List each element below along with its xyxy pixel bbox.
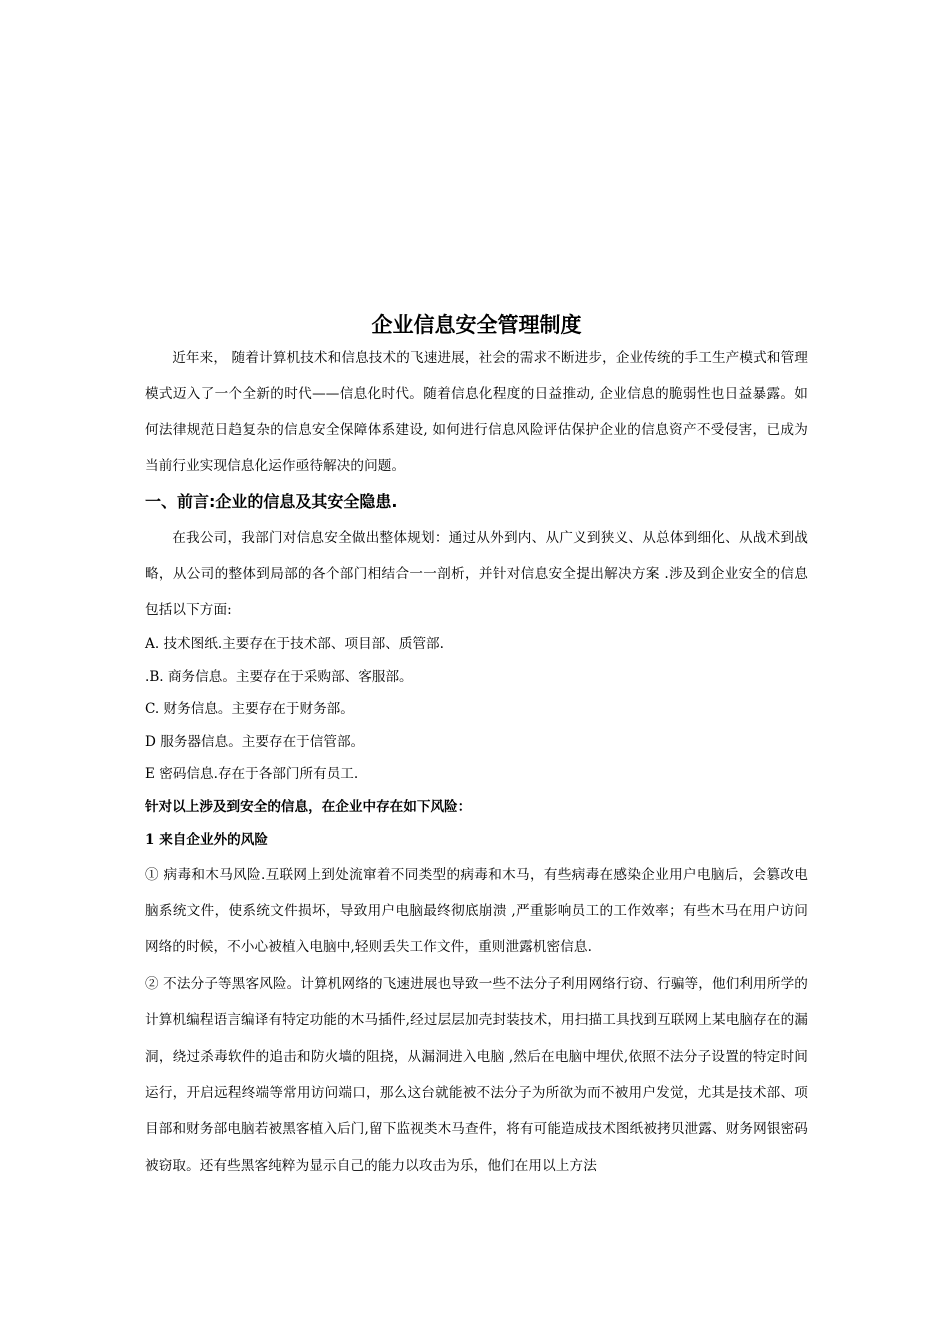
section-heading-preface: 一、前言:企业的信息及其安全隐患. xyxy=(145,492,398,511)
list-item: D 服务器信息。主要存在于信管部。 xyxy=(145,733,365,750)
list-item: E 密码信息.存在于各部门所有员工. xyxy=(145,766,359,782)
list-item: A. 技术图纸.主要存在于技术部、项目部、质管部. xyxy=(145,636,444,652)
risk-heading: 针对以上涉及到安全的信息，在企业中存在如下风险： xyxy=(145,798,472,815)
document-title: 企业信息安全管理制度 xyxy=(371,313,582,337)
document-body xyxy=(145,310,808,1184)
risk-paragraph-virus: ① 病毒和木马风险.互联网上到处流窜着不同类型的病毒和木马，有些病毒在感染企业用户电脑后，会篡改电脑系统文件，使系统文件损坏，导致用户电脑最终彻底崩溃 ,严重影响员工的工作效率；有些木马在用户访问网络的时候，不小心被植入电脑中,轻则丢失工作文件，重则泄露机密信息. xyxy=(145,866,808,956)
info-category-list xyxy=(145,628,808,791)
list-item: C. 财务信息。主要存在于财务部。 xyxy=(145,701,354,717)
risk-subheading-external: 1 来自企业外的风险 xyxy=(145,831,268,848)
intro-paragraph: 近年来， 随着计算机技术和信息技术的飞速进展，社会的需求不断进步，企业传统的手工生产模式和管理模式迈入了一个全新的时代——信息化时代。随着信息化程度的日益推动, 企业信息的脆弱性也日益暴露。如何法律规范日趋复杂的信息安全保障体系建设, 如何进行信息风险评估保护企业的信息资产不受侵害，已成为当前行业实现信息化运作亟待解决的问题。 xyxy=(145,350,808,474)
list-item: .B. 商务信息。主要存在于采购部、客服部。 xyxy=(145,668,413,685)
section-paragraph-plan: 在我公司，我部门对信息安全做出整体规划：通过从外到内、从广义到狭义、从总体到细化、从战术到战略，从公司的整体到局部的各个部门相结合一一剖析，并针对信息安全提出解决方案 .涉及到企业安全的信息包括以下方面: xyxy=(145,530,808,618)
risk-paragraph-hacker: ② 不法分子等黑客风险。计算机网络的飞速进展也导致一些不法分子利用网络行窃、行骗等，他们利用所学的计算机编程语言编译有特定功能的木马插件,经过层层加壳封装技术，用扫描工具找到互联网上某电脑存在的漏洞，绕过杀毒软件的追击和防火墙的阻挠，从漏洞进入电脑 ,然后在电脑中埋伏,依照不法分子设置的特定时间运行，开启远程终端等常用访问端口，那么这台就能被不法分子为所欲为而不被用户发觉，尤其是技术部、项目部和财务部电脑若被黑客植入后门,留下监视类木马查件，将有可能造成技术图纸被拷贝泄露、财务网银密码被窃取。还有些黑客纯粹为显示自己的能力以攻击为乐，他们在用以上方法 xyxy=(145,975,808,1174)
